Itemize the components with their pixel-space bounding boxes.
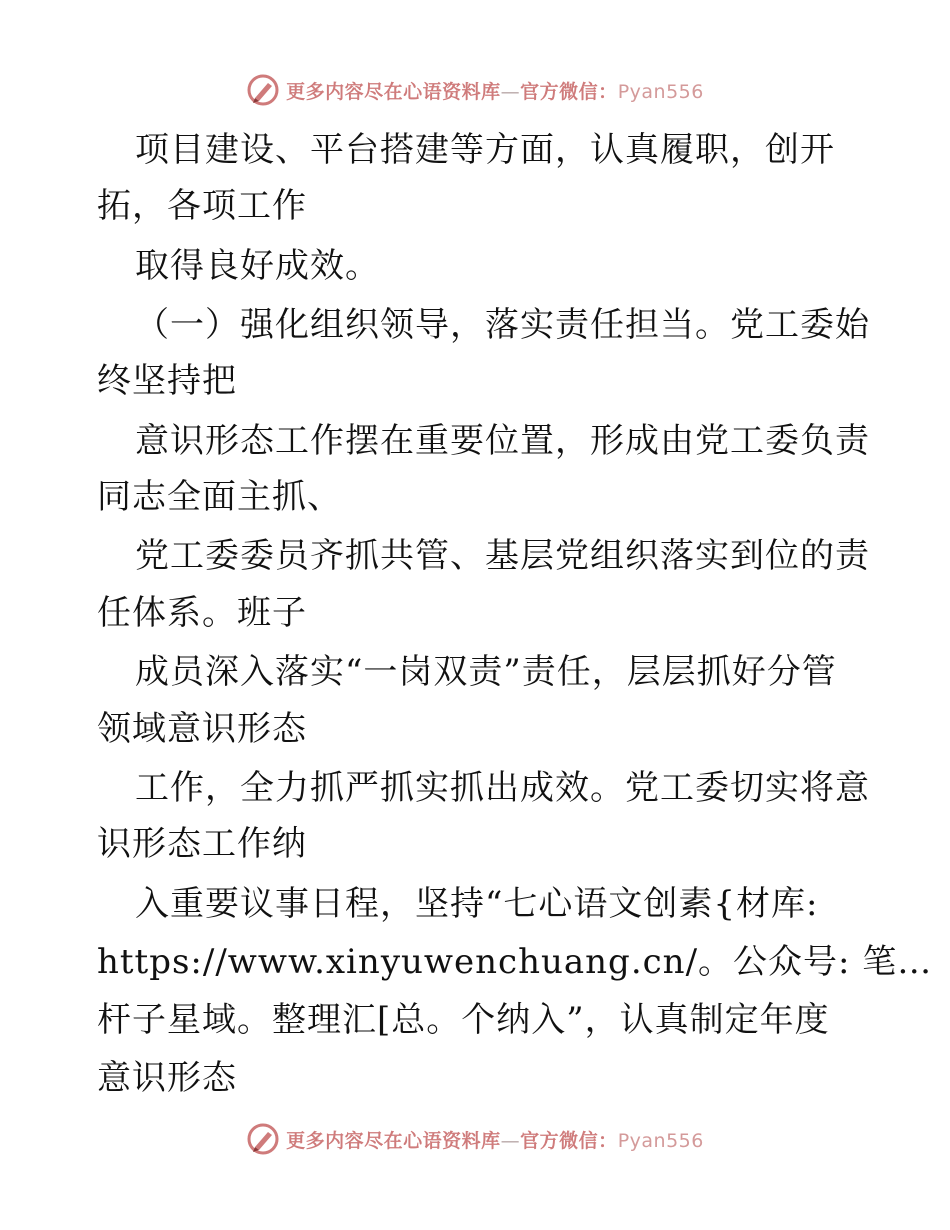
text-line: 取得良好成效。 (135, 246, 380, 286)
text-line: 党工委委员齐抓共管、基层党组织落实到位的责 (135, 536, 870, 576)
pen-circle-logo-icon (246, 73, 280, 107)
watermark-id: Pyan556 (617, 1129, 704, 1152)
text-line: 同志全面主抓、 (97, 477, 342, 517)
text-line: 意识形态工作摆在重要位置，形成由党工委负责 (135, 421, 870, 461)
text-line: 入重要议事日程，坚持“七心语文创素{材库: (135, 884, 819, 924)
watermark-prefix: 更多内容尽在心语资料库 (286, 80, 501, 103)
watermark-middle: 官方微信： (520, 1129, 618, 1152)
text-line: 任体系。班子 (97, 593, 307, 633)
text-line: 领域意识形态 (97, 709, 307, 749)
footer-watermark-banner (0, 1119, 950, 1159)
watermark-text (286, 1126, 704, 1153)
text-line: （一）强化组织领导，落实责任担当。党工委始 (135, 305, 870, 345)
watermark-dash: — (500, 1129, 521, 1152)
watermark-text (286, 77, 704, 104)
watermark-middle: 官方微信： (520, 80, 618, 103)
text-line: 工作，全力抓严抓实抓出成效。党工委切实将意 (135, 768, 870, 808)
text-line: 项目建设、平台搭建等方面，认真履职，创开 (135, 130, 835, 170)
text-line: 拓，各项工作 (97, 186, 307, 226)
text-line: 成员深入落实“一岗双责”责任，层层抓好分管 (135, 652, 837, 692)
pen-circle-logo-icon (246, 1122, 280, 1156)
text-line: 意识形态 (97, 1058, 237, 1098)
watermark-prefix: 更多内容尽在心语资料库 (286, 1129, 501, 1152)
text-line: https://www.xinyuwenchuang.cn/。公众号: 笔… (97, 942, 933, 982)
watermark-id: Pyan556 (617, 80, 704, 103)
text-line: 杆子星域。整理汇[总。个纳入”，认真制定年度 (97, 1000, 830, 1040)
watermark-dash: — (500, 80, 521, 103)
text-line: 终坚持把 (97, 361, 237, 401)
header-watermark-banner (0, 70, 950, 110)
text-line: 识形态工作纳 (97, 824, 307, 864)
